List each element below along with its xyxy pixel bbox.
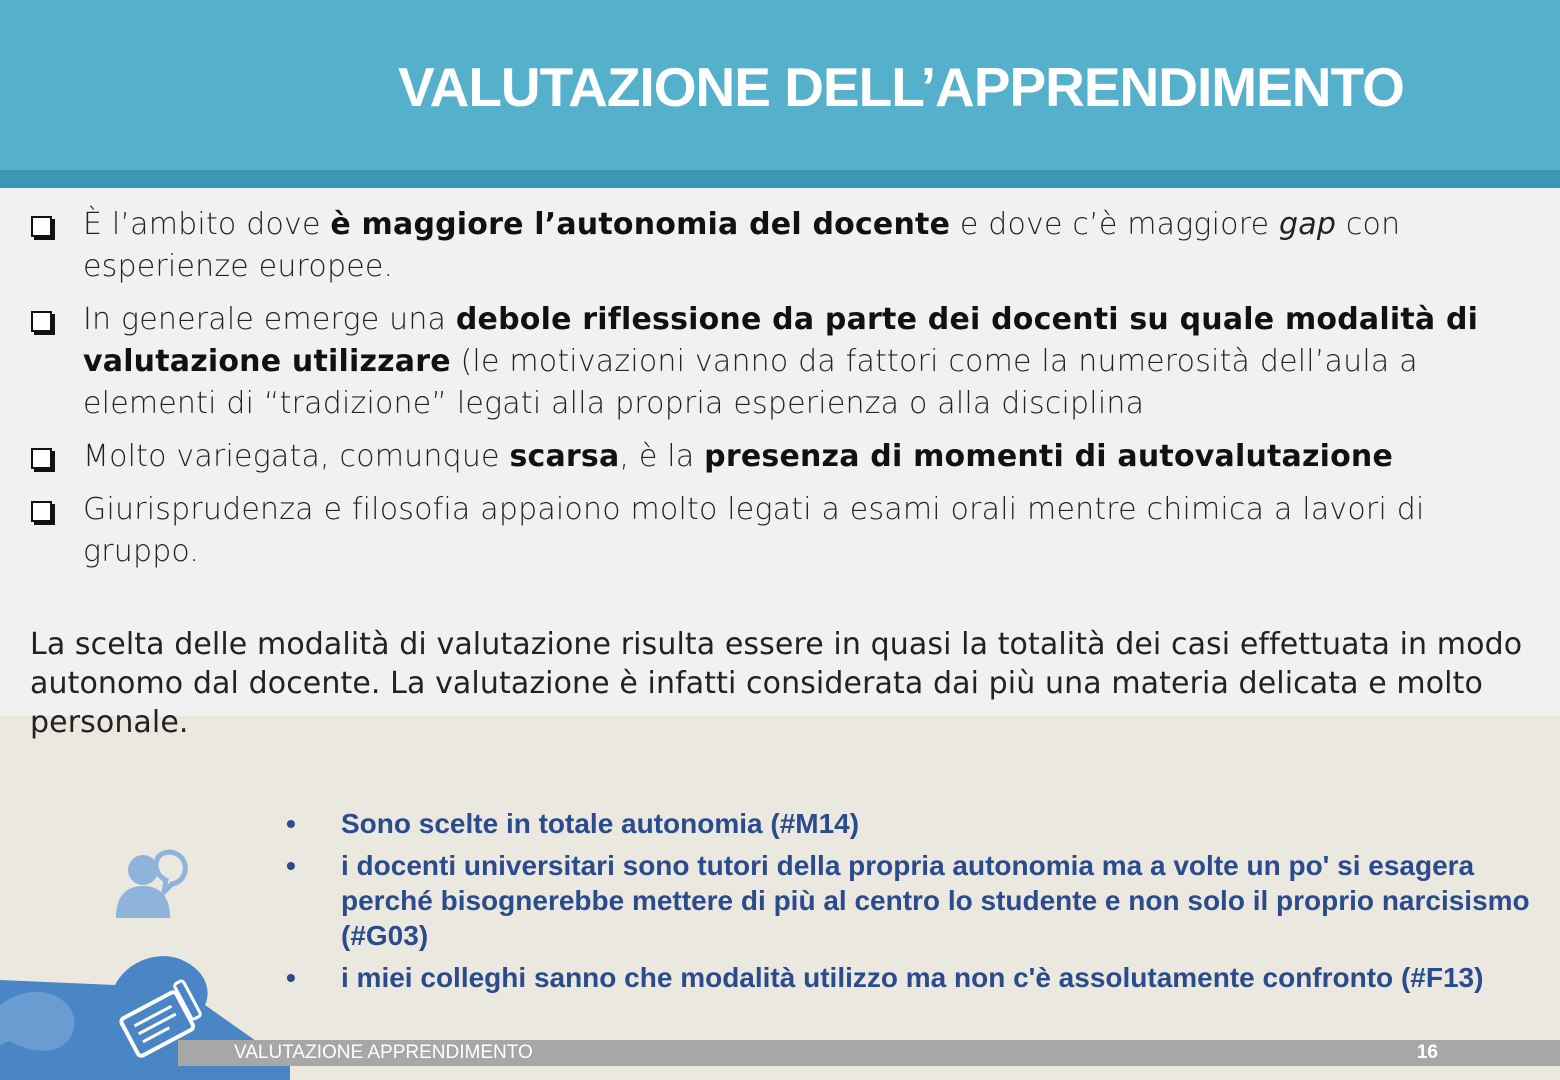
quote-list [282, 806, 1547, 1002]
bullet-text [83, 207, 1400, 284]
text-run: con esperienze europee. [83, 207, 1401, 284]
summary-paragraph: La scelta delle modalità di valutazione risulta essere in quasi la totalità dei casi effettuata in modo autonomo dal docente. La valutazione è infatti considerata dai più una materia delicata e molto personale. [30, 627, 1523, 740]
text-run-bold: scarsa [509, 439, 620, 474]
quote-text: i miei colleghi sanno che modalità utilizzo ma non c'è assolutamente confronto (#F13) [341, 962, 1484, 993]
text-run: È l’ambito dove [83, 207, 331, 242]
bullet-text [83, 492, 1425, 569]
bullet-text [83, 302, 1478, 421]
bullet-dot-icon: • [286, 850, 296, 881]
text-run: Molto variegata, comunque [83, 439, 510, 474]
bullet-item [30, 489, 1540, 573]
quote-item [282, 806, 1547, 841]
text-run: (le motivazioni vanno da fattori come la numerosità dell’aula a elementi di “tradizione” legati alla propria esperienza o alla disciplina [83, 344, 1418, 421]
bullet-item [30, 204, 1540, 288]
text-run-bold: presenza di momenti di autovalutazione [704, 439, 1394, 474]
checkbox-icon [31, 216, 52, 237]
text-run: e dove c’è maggiore [950, 207, 1279, 242]
checkbox-icon [31, 501, 52, 522]
text-run-italic: gap [1279, 207, 1337, 242]
text-run: Giurisprudenza e filosofia appaiono molto legati a esami orali mentre chimica a lavori di gruppo. [83, 492, 1425, 569]
footer-bar [178, 1040, 1560, 1066]
text-run: In generale emerge una [83, 302, 456, 337]
bullet-item [30, 299, 1540, 425]
footer-label: VALUTAZIONE APPRENDIMENTO [234, 1042, 533, 1063]
text-run-bold: debole riflessione da parte dei docenti su quale modalità di valutazione utilizzare [83, 302, 1479, 379]
slide-title: VALUTAZIONE DELL’APPRENDIMENTO [398, 56, 1404, 118]
checkbox-icon [31, 311, 52, 332]
quote-text: Sono scelte in totale autonomia (#M14) [341, 808, 860, 839]
bullet-item [30, 436, 1540, 478]
bullet-dot-icon: • [286, 808, 296, 839]
text-run-bold: è maggiore l’autonomia del docente [330, 207, 951, 242]
bullet-dot-icon: • [286, 962, 296, 993]
quote-item [282, 960, 1547, 995]
page-number: 16 [1416, 1042, 1438, 1063]
bullet-list [30, 204, 1540, 584]
text-run: , è la [619, 439, 705, 474]
speaking-person-icon [112, 848, 202, 920]
bullet-text [83, 439, 1393, 474]
quote-item [282, 848, 1547, 953]
header-stripe [0, 170, 1560, 188]
checkbox-icon [31, 448, 52, 469]
quote-text: i docenti universitari sono tutori della propria autonomia ma a volte un po' si esagera perché bisognerebbe mettere di più al centro lo studente e non solo il proprio narcisismo (#G03) [341, 850, 1530, 951]
